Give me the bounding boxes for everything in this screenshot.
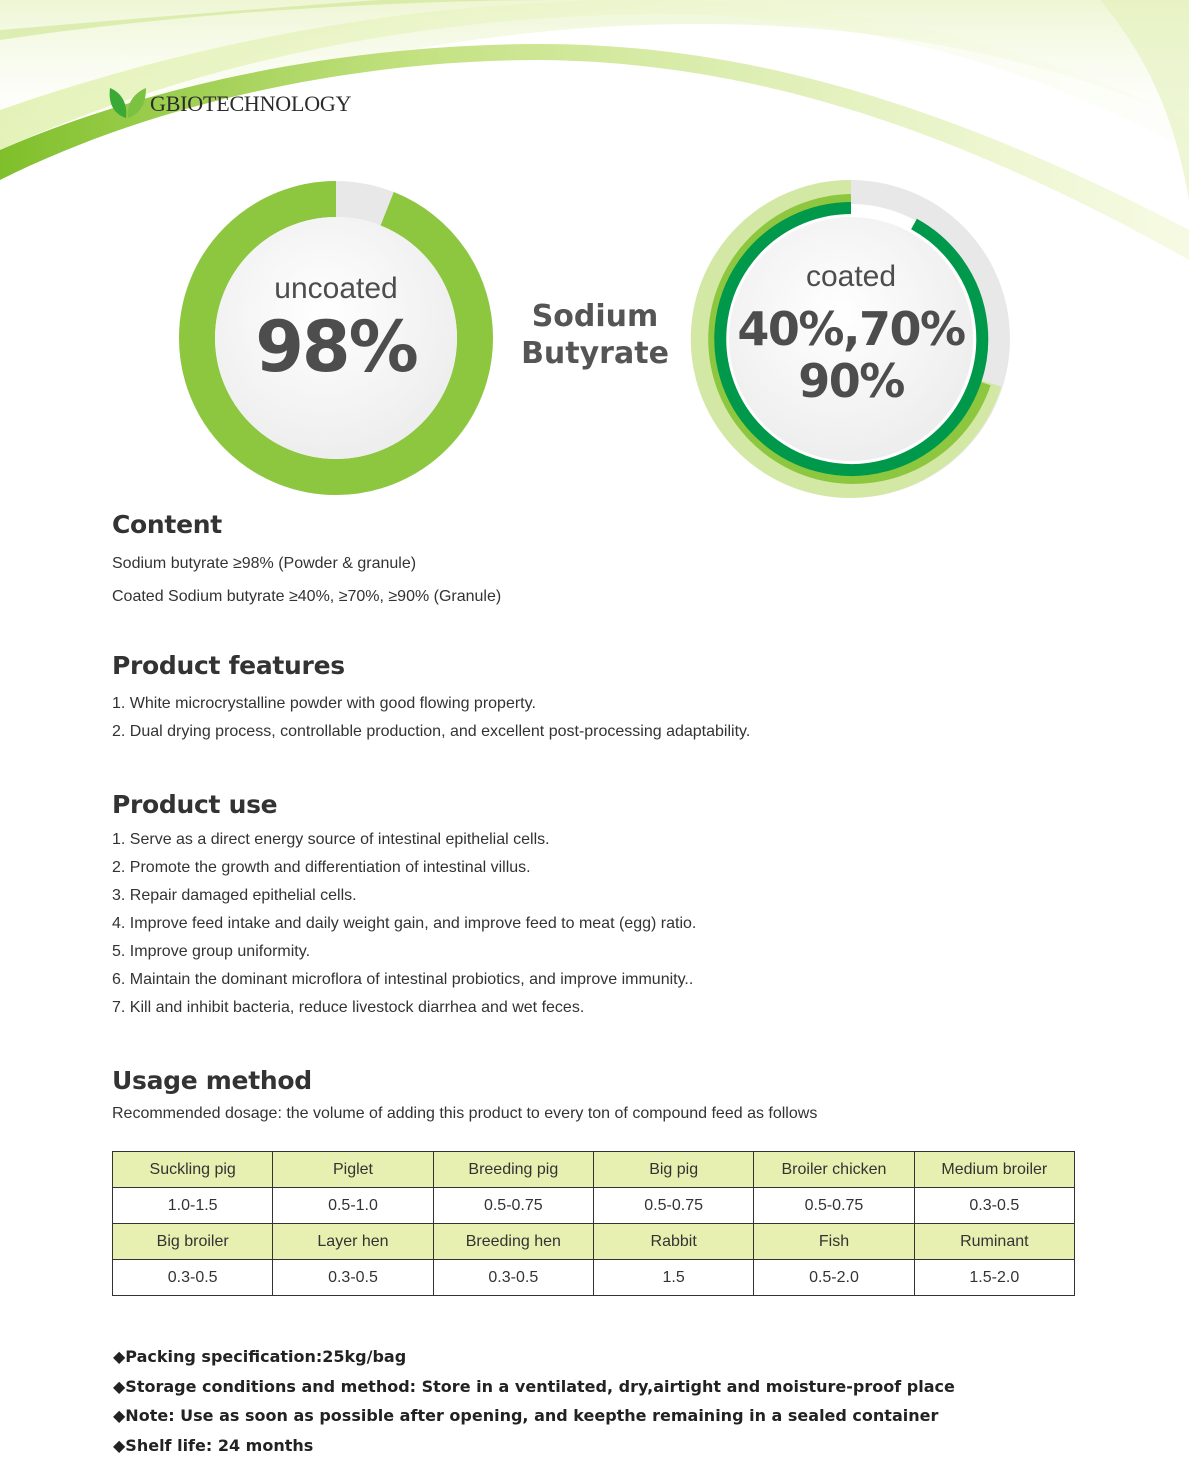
- product-title-line1: Sodium: [531, 299, 659, 334]
- use-line-7: 7. Kill and inhibit bacteria, reduce livestock diarrhea and wet feces.: [112, 999, 585, 1016]
- use-line-2: 2. Promote the growth and differentiation of intestinal villus.: [112, 859, 531, 876]
- opening-note: ◆Note: Use as soon as possible after opening, and keepthe remaining in a sealed container: [113, 1406, 939, 1425]
- content-line-2: Coated Sodium butyrate ≥40%, ≥70%, ≥90% (Granule): [112, 588, 502, 605]
- notes-list: [113, 1342, 955, 1460]
- shelf-life-note: ◆Shelf life: 24 months: [113, 1435, 314, 1455]
- table-animal-cell: Big pig: [593, 1152, 753, 1188]
- table-animal-cell: Layer hen: [273, 1224, 433, 1260]
- table-animal-cell: Suckling pig: [113, 1152, 273, 1188]
- leaf-logo-icon: [108, 84, 148, 120]
- coated-label: coated: [805, 260, 897, 293]
- table-header-row: [113, 1224, 1075, 1260]
- table-dosage-cell: 0.3-0.5: [273, 1260, 433, 1296]
- table-dosage-cell: 1.0-1.5: [113, 1188, 273, 1224]
- use-line-3: 3. Repair damaged epithelial cells.: [112, 887, 357, 904]
- use-line-1: 1. Serve as a direct energy source of intestinal epithelial cells.: [112, 831, 550, 848]
- table-animal-cell: Broiler chicken: [754, 1152, 914, 1188]
- coated-value-line1: 40%,70%: [737, 302, 965, 356]
- table-animal-cell: Medium broiler: [914, 1152, 1074, 1188]
- uncoated-label: uncoated: [274, 272, 398, 305]
- brand-name: GBIOTECHNOLOGY: [150, 91, 352, 116]
- dosage-table: [112, 1151, 1075, 1296]
- usage-intro: Recommended dosage: the volume of adding this product to every ton of compound feed as follows: [112, 1105, 818, 1122]
- table-dosage-cell: 0.3-0.5: [914, 1188, 1074, 1224]
- table-dosage-cell: 0.5-0.75: [754, 1188, 914, 1224]
- uncoated-ring: [176, 178, 496, 498]
- table-animal-cell: Fish: [754, 1224, 914, 1260]
- table-animal-cell: Big broiler: [113, 1224, 273, 1260]
- coated-value-line2: 90%: [798, 354, 904, 408]
- content-line-1: Sodium butyrate ≥98% (Powder & granule): [112, 555, 417, 572]
- table-animal-cell: Piglet: [273, 1152, 433, 1188]
- usage-heading: Usage method: [112, 1066, 312, 1095]
- content-section: [112, 510, 501, 606]
- use-line-6: 6. Maintain the dominant microflora of intestinal probiotics, and improve immunity..: [112, 971, 694, 988]
- packing-note: ◆Packing specification:25kg/bag: [113, 1347, 407, 1366]
- use-line-5: 5. Improve group uniformity.: [112, 943, 311, 960]
- brand-logo: [108, 84, 351, 120]
- table-animal-cell: Rabbit: [593, 1224, 753, 1260]
- table-value-row: [113, 1260, 1075, 1296]
- table-animal-cell: Ruminant: [914, 1224, 1074, 1260]
- use-heading: Product use: [112, 790, 278, 819]
- use-line-4: 4. Improve feed intake and daily weight gain, and improve feed to meat (egg) ratio.: [112, 915, 697, 932]
- coated-ring: [690, 178, 1012, 500]
- features-line-2: 2. Dual drying process, controllable production, and excellent post-processing adaptability.: [112, 723, 751, 740]
- table-dosage-cell: 0.5-2.0: [754, 1260, 914, 1296]
- storage-note: ◆Storage conditions and method: Store in a ventilated, dry,airtight and moisture-proof place: [113, 1376, 955, 1396]
- features-section: [112, 651, 750, 741]
- usage-section: [112, 1066, 817, 1123]
- table-dosage-cell: 0.5-0.75: [433, 1188, 593, 1224]
- product-title-line2: Butyrate: [521, 336, 669, 371]
- table-dosage-cell: 1.5: [593, 1260, 753, 1296]
- use-section: [112, 790, 696, 1017]
- table-animal-cell: Breeding hen: [433, 1224, 593, 1260]
- table-dosage-cell: 0.3-0.5: [433, 1260, 593, 1296]
- content-heading: Content: [112, 510, 222, 539]
- features-heading: Product features: [112, 651, 345, 680]
- table-value-row: [113, 1188, 1075, 1224]
- table-dosage-cell: 1.5-2.0: [914, 1260, 1074, 1296]
- table-dosage-cell: 0.3-0.5: [113, 1260, 273, 1296]
- table-header-row: [113, 1152, 1075, 1188]
- product-title: [520, 298, 670, 372]
- table-animal-cell: Breeding pig: [433, 1152, 593, 1188]
- features-line-1: 1. White microcrystalline powder with good flowing property.: [112, 695, 536, 712]
- table-dosage-cell: 0.5-1.0: [273, 1188, 433, 1224]
- uncoated-value: 98%: [255, 306, 417, 388]
- table-dosage-cell: 0.5-0.75: [593, 1188, 753, 1224]
